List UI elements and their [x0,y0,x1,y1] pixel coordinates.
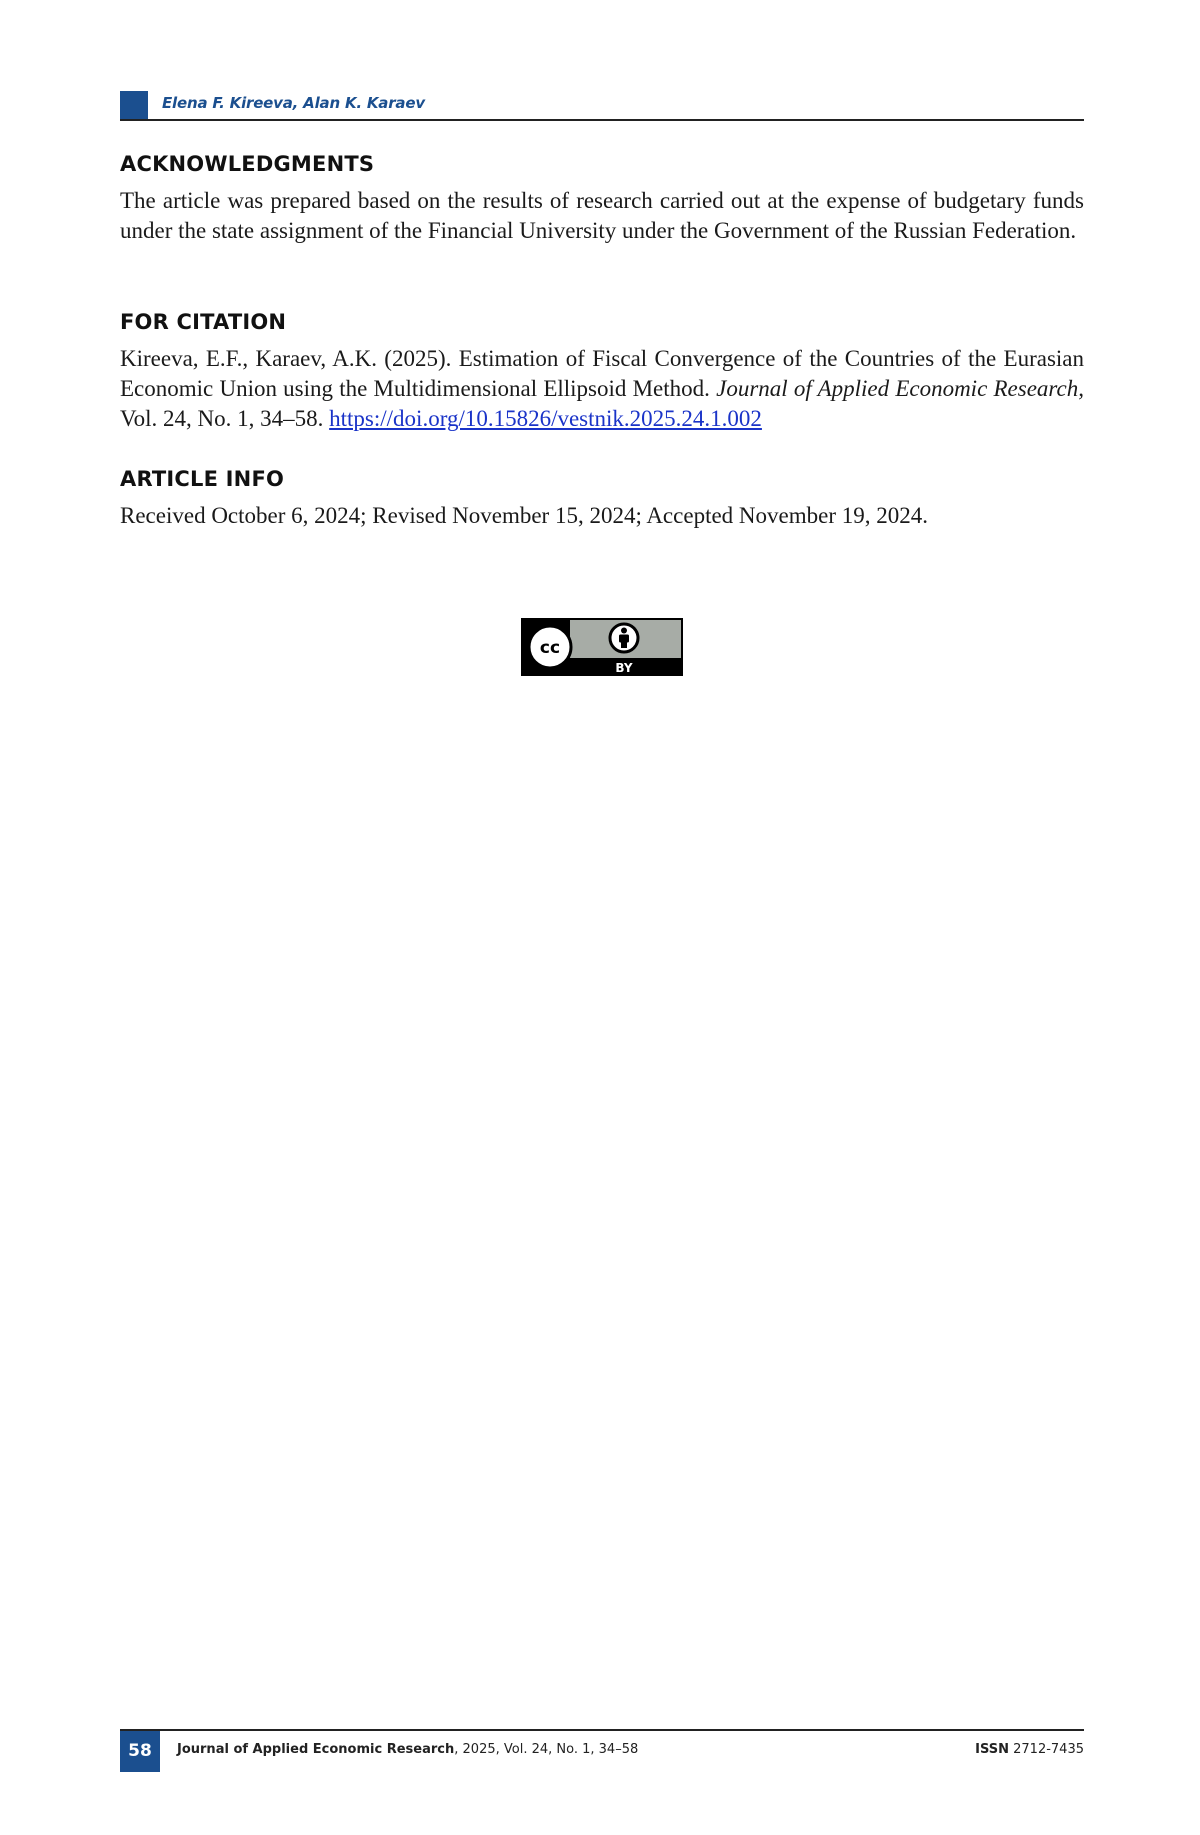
footer-rule [120,1729,1084,1731]
header-color-block [120,91,148,120]
citation-text-before: Kireeva, E.F., Karaev, A.K. (2025). Estimation of Fiscal Convergence of the Countries of the Eurasian Economic Union using the Multidimensional Ellipsoid Method. [120,346,1084,401]
footer-issn-label: ISSN [975,1742,1009,1757]
footer-issn [975,1742,1084,1757]
page-number: 58 [120,1731,160,1772]
citation-heading: FOR CITATION [120,310,287,334]
acknowledgments-section [120,152,1084,246]
header-rule [120,119,1084,121]
by-label: BY [615,661,633,675]
cc-by-badge-graphic [521,618,683,676]
footer-journal-name: Journal of Applied Economic Research [177,1742,455,1757]
header-authors: Elena F. Kireeva, Alan K. Karaev [162,94,425,112]
attribution-icon [610,624,638,652]
citation-text [120,344,1084,434]
acknowledgments-text: The article was prepared based on the results of research carried out at the expense of budgetary funds under the state assignment of the Financial University under the Government of the Russian Federation. [120,188,1084,243]
doi-link[interactable]: https://doi.org/10.15826/vestnik.2025.24.1.002 [329,406,762,431]
cc-mark-text: cc [539,638,561,658]
footer-issue-info: , 2025, Vol. 24, No. 1, 34–58 [454,1742,639,1757]
article-info-text: Received October 6, 2024; Revised November 15, 2024; Accepted November 19, 2024. [120,503,928,528]
citation-journal: Journal of Applied Economic Research, [716,376,1084,401]
footer-journal-info [177,1742,638,1757]
cc-by-license-badge[interactable] [521,618,683,676]
article-info-heading: ARTICLE INFO [120,467,285,491]
article-info-section [120,467,1084,531]
citation-text-after: Vol. 24, No. 1, 34–58. [120,406,330,431]
citation-section [120,310,1084,434]
running-header [120,91,1084,121]
cc-icon [529,626,571,668]
page-footer [120,1729,1084,1774]
footer-issn-number: 2712-7435 [1009,1742,1084,1757]
acknowledgments-heading: ACKNOWLEDGMENTS [120,152,375,176]
